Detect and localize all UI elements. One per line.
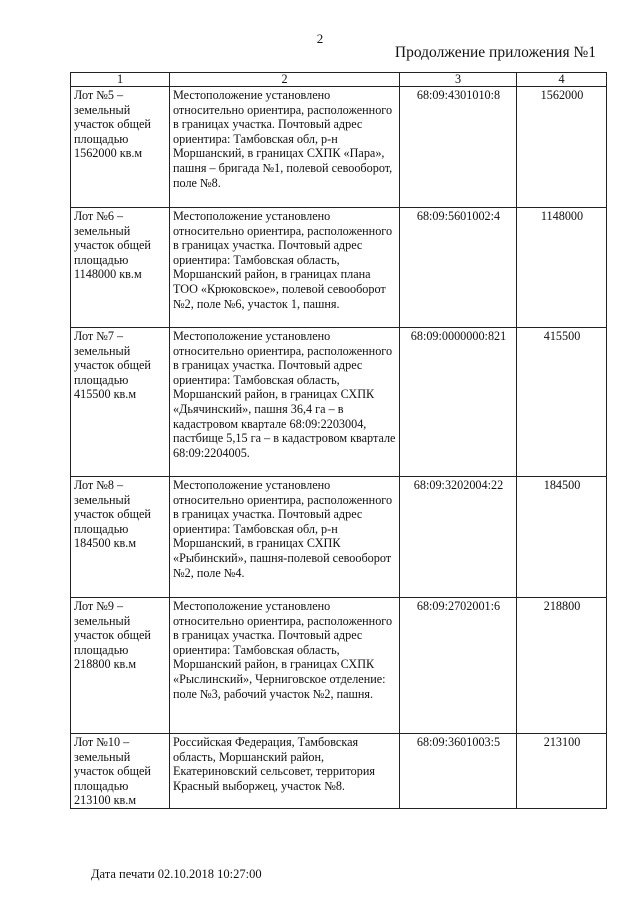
column-header-4: 4 bbox=[517, 73, 607, 87]
column-header-1: 1 bbox=[71, 73, 170, 87]
table-row bbox=[71, 328, 607, 477]
table-row bbox=[71, 734, 607, 809]
table-header-row bbox=[71, 73, 607, 87]
location-cell: Местоположение установлено относительно ориентира, расположенного в границах участка. Почтовый адрес ориентира: Тамбовская область, Моршанский район, в границах плана ТОО «Крюковское», полевой севооборот №2, поле №6, участок 1, пашня. bbox=[170, 208, 400, 328]
cadastral-number-cell: 68:09:3202004:22 bbox=[400, 477, 517, 598]
lot-cell: Лот №7 – земельный участок общей площадью 415500 кв.м bbox=[71, 328, 170, 477]
table-row bbox=[71, 598, 607, 734]
cadastral-number-cell: 68:09:0000000:821 bbox=[400, 328, 517, 477]
cadastral-number-cell: 68:09:2702001:6 bbox=[400, 598, 517, 734]
table-row bbox=[71, 477, 607, 598]
location-cell: Местоположение установлено относительно ориентира, расположенного в границах участка. Почтовый адрес ориентира: Тамбовская область, Моршанский район, в границах СХПК «Рыслинский», Черниговское отделение: поле №3, рабочий участок №2, пашня. bbox=[170, 598, 400, 734]
area-cell: 415500 bbox=[517, 328, 607, 477]
lot-cell: Лот №6 – земельный участок общей площадью 1148000 кв.м bbox=[71, 208, 170, 328]
table-row bbox=[71, 87, 607, 208]
print-date: Дата печати 02.10.2018 10:27:00 bbox=[91, 867, 262, 881]
location-cell: Местоположение установлено относительно ориентира, расположенного в границах участка. Почтовый адрес ориентира: Тамбовская обл, р-н Моршанский, в границах СХПК «Пара», пашня – бригада №1, полевой севооборот, поле №8. bbox=[170, 87, 400, 208]
location-cell: Местоположение установлено относительно ориентира, расположенного в границах участка. Почтовый адрес ориентира: Тамбовская область, Моршанский район, в границах СХПК «Дьячинский», пашня 36,4 га – в кадастровом квартале 68:09:2203004, пастбище 5,15 га – в кадастровом квартале 68:09:2204005. bbox=[170, 328, 400, 477]
area-cell: 213100 bbox=[517, 734, 607, 809]
cadastral-number-cell: 68:09:5601002:4 bbox=[400, 208, 517, 328]
lot-cell: Лот №9 – земельный участок общей площадью 218800 кв.м bbox=[71, 598, 170, 734]
cadastral-number-cell: 68:09:4301010:8 bbox=[400, 87, 517, 208]
column-header-2: 2 bbox=[170, 73, 400, 87]
lots-table bbox=[70, 72, 607, 809]
area-cell: 218800 bbox=[517, 598, 607, 734]
lot-cell: Лот №8 – земельный участок общей площадью 184500 кв.м bbox=[71, 477, 170, 598]
column-header-3: 3 bbox=[400, 73, 517, 87]
location-cell: Местоположение установлено относительно ориентира, расположенного в границах участка. Почтовый адрес ориентира: Тамбовская обл, р-н Моршанский, в границах СХПК «Рыбинский», пашня-полевой севооборот №2, поле №4. bbox=[170, 477, 400, 598]
lot-cell: Лот №5 – земельный участок общей площадью 1562000 кв.м bbox=[71, 87, 170, 208]
area-cell: 1562000 bbox=[517, 87, 607, 208]
lot-cell: Лот №10 – земельный участок общей площадью 213100 кв.м bbox=[71, 734, 170, 809]
page-number: 2 bbox=[316, 31, 324, 46]
location-cell: Российская Федерация, Тамбовская область, Моршанский район, Екатериновский сельсовет, территория Красный выборжец, участок №8. bbox=[170, 734, 400, 809]
table-row bbox=[71, 208, 607, 328]
cadastral-number-cell: 68:09:3601003:5 bbox=[400, 734, 517, 809]
area-cell: 184500 bbox=[517, 477, 607, 598]
area-cell: 1148000 bbox=[517, 208, 607, 328]
appendix-title: Продолжение приложения №1 bbox=[394, 44, 596, 61]
